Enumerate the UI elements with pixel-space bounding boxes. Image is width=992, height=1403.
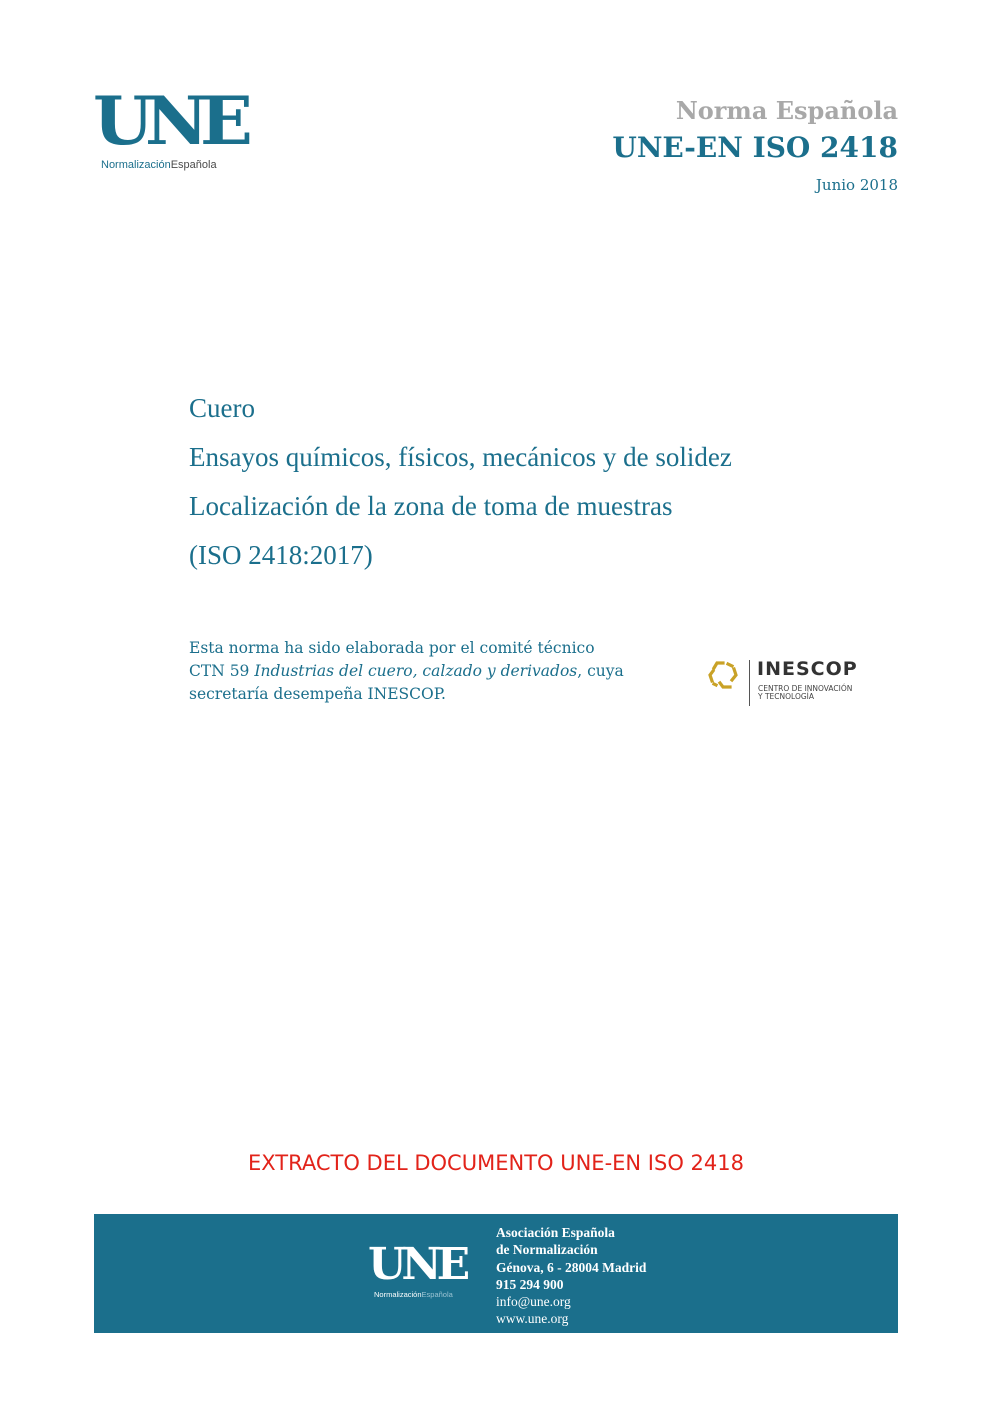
norma-label: Norma Española: [675, 96, 898, 125]
inescop-tagline-1: CENTRO DE INNOVACIÓN: [758, 684, 853, 693]
une-logo-letters: UNE: [93, 82, 245, 160]
committee-ctn: CTN 59: [189, 662, 255, 680]
inescop-divider: [749, 660, 750, 706]
inescop-logo: [708, 658, 878, 708]
title-line-2: Ensayos químicos, físicos, mecánicos y de solidez: [189, 442, 732, 472]
footer-phone: 915 294 900: [496, 1276, 564, 1292]
footer-email-link[interactable]: info@une.org: [496, 1294, 571, 1310]
une-logo: [93, 82, 245, 178]
title-block: [189, 384, 889, 580]
committee-line-1: Esta norma ha sido elaborada por el comité técnico: [189, 639, 595, 657]
footer-web-link[interactable]: www.une.org: [496, 1311, 569, 1327]
committee-line-2-suffix: , cuya: [577, 662, 624, 680]
committee-statement: [189, 637, 659, 706]
title-line-4: (ISO 2418:2017): [189, 540, 373, 570]
title-line-3: Localización de la zona de toma de muestras: [189, 491, 673, 521]
footer-logo-subtitle: [374, 1290, 453, 1299]
footer-logo-letters: UNE: [368, 1239, 466, 1290]
une-logo-subtitle: [101, 159, 217, 171]
une-logo-sub-light: Española: [170, 159, 217, 171]
footer-logo-sub-strong: Normalización: [374, 1290, 422, 1299]
inescop-name: INESCOP: [757, 658, 858, 680]
publication-date: Junio 2018: [815, 176, 898, 194]
inescop-star-icon: [708, 660, 738, 690]
footer-org-line-1: Asociación Española: [496, 1225, 615, 1240]
footer-logo-sub-light: Española: [421, 1290, 453, 1299]
footer-contact: [496, 1224, 646, 1328]
inescop-tagline-2: Y TECNOLOGÍA: [758, 692, 815, 701]
footer-une-logo: [368, 1239, 478, 1308]
committee-line-3: secretaría desempeña INESCOP.: [189, 685, 446, 703]
footer-address: Génova, 6 - 28004 Madrid: [496, 1259, 647, 1275]
committee-name: Industrias del cuero, calzado y derivados: [254, 662, 578, 680]
standard-code: UNE-EN ISO 2418: [612, 131, 898, 164]
footer-band: [94, 1214, 898, 1333]
title-line-1: Cuero: [189, 393, 255, 423]
une-logo-sub-strong: Normalización: [101, 159, 171, 171]
extract-notice: EXTRACTO DEL DOCUMENTO UNE-EN ISO 2418: [248, 1151, 744, 1175]
footer-org-line-2: de Normalización: [496, 1242, 598, 1258]
committee-line-2: [189, 660, 659, 683]
